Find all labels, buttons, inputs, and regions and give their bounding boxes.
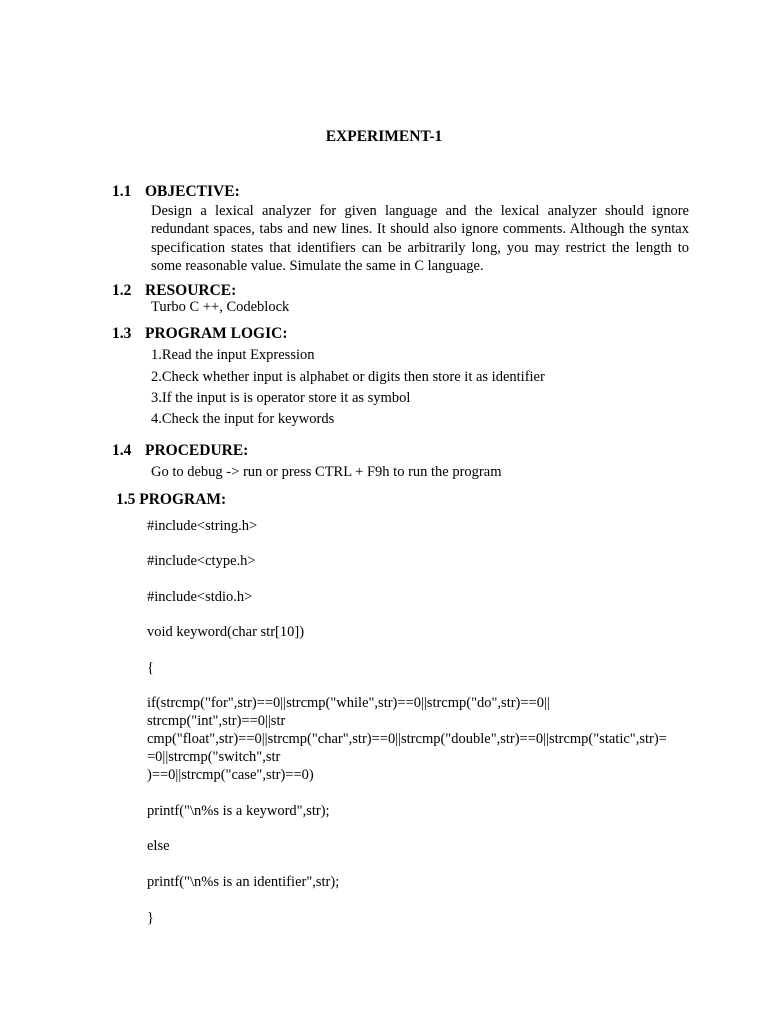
procedure-heading xyxy=(112,442,248,460)
logic-step: 3.If the input is is operator store it as symbol xyxy=(151,390,411,406)
procedure-heading-label: PROCEDURE: xyxy=(145,442,249,459)
code-line: cmp("float",str)==0||strcmp("char",str)==0||strcmp("double",str)==0||strcmp("static",str)= xyxy=(147,731,667,747)
code-line: { xyxy=(147,660,154,676)
program-logic-number: 1.3 xyxy=(112,325,132,342)
code-line: =0||strcmp("switch",str xyxy=(147,749,281,765)
code-line: #include<string.h> xyxy=(147,518,258,534)
logic-step: 2.Check whether input is alphabet or digits then store it as identifier xyxy=(151,369,545,385)
page-title: EXPERIMENT-1 xyxy=(325,128,443,145)
code-line: else xyxy=(147,838,170,854)
program-heading: 1.5 PROGRAM: xyxy=(116,491,227,508)
procedure-number: 1.4 xyxy=(112,442,132,459)
code-line: strcmp("int",str)==0||str xyxy=(147,713,286,729)
code-line: printf("\n%s is a keyword",str); xyxy=(147,803,330,819)
resource-heading xyxy=(112,282,236,300)
code-line: #include<stdio.h> xyxy=(147,589,253,605)
code-line: } xyxy=(147,910,154,926)
objective-text: Design a lexical analyzer for given language and the lexical analyzer should ignore redundant spaces, tabs and new lines. It should also ignore comments. Although the syntax specification states that identifiers can be arbitrarily long, you may restrict the length to some reasonable value. Simulate the same in C language. xyxy=(151,203,689,274)
objective-number: 1.1 xyxy=(112,183,132,200)
logic-step: 1.Read the input Expression xyxy=(151,347,315,363)
procedure-text: Go to debug -> run or press CTRL + F9h to run the program xyxy=(151,464,502,480)
code-line: void keyword(char str[10]) xyxy=(147,624,305,640)
code-line: if(strcmp("for",str)==0||strcmp("while",str)==0||strcmp("do",str)==0|| xyxy=(147,695,550,711)
code-line: printf("\n%s is an identifier",str); xyxy=(147,874,340,890)
code-line: )==0||strcmp("case",str)==0) xyxy=(147,767,314,783)
resource-text: Turbo C ++, Codeblock xyxy=(151,299,290,315)
objective-heading-label: OBJECTIVE: xyxy=(145,183,240,200)
objective-heading xyxy=(112,183,240,201)
code-line: #include<ctype.h> xyxy=(147,553,256,569)
resource-number: 1.2 xyxy=(112,282,132,299)
resource-heading-label: RESOURCE: xyxy=(145,282,237,299)
logic-step: 4.Check the input for keywords xyxy=(151,411,335,427)
program-logic-heading-label: PROGRAM LOGIC: xyxy=(145,325,288,342)
program-logic-heading xyxy=(112,325,288,343)
